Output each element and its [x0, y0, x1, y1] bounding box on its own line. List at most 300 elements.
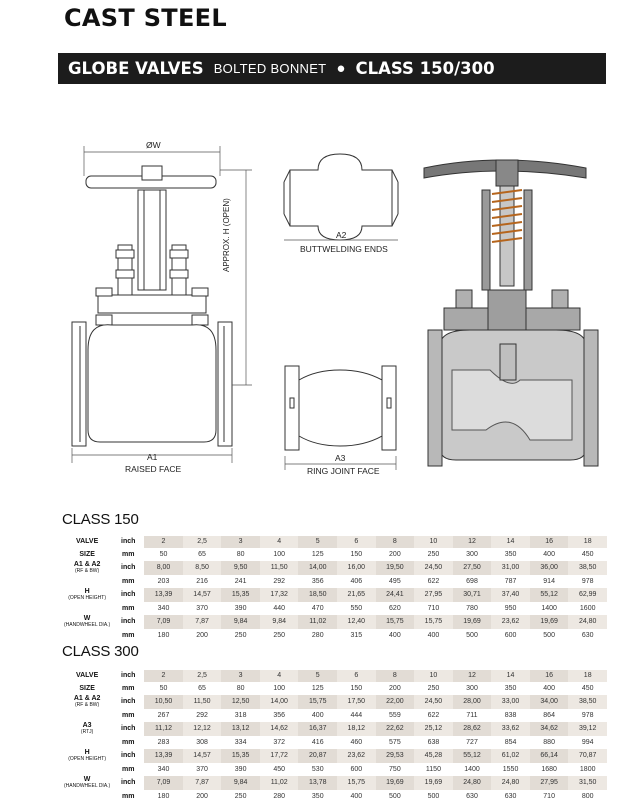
- table-cell: 4: [260, 536, 299, 548]
- table-cell: 600: [491, 629, 530, 641]
- table-cell: 11,02: [260, 775, 299, 790]
- table-cell: 787: [491, 575, 530, 587]
- table-cell: 1680: [530, 763, 569, 775]
- table-cell: 20,87: [298, 748, 337, 763]
- table-cell: 400: [298, 709, 337, 721]
- bullet-icon: ●: [336, 60, 346, 77]
- table-cell: 29,53: [376, 748, 415, 763]
- table-cell: 978: [568, 709, 607, 721]
- table-cell: 19,69: [453, 614, 492, 629]
- table-cell: 216: [183, 575, 222, 587]
- table-cell: 7,87: [183, 775, 222, 790]
- table-cell: 460: [337, 736, 376, 748]
- table-cell: 14,62: [260, 721, 299, 736]
- section-banner: [58, 53, 606, 84]
- table-cell: 400: [337, 790, 376, 802]
- banner-product: GLOBE VALVES: [68, 59, 204, 78]
- table-cell: 16: [530, 670, 569, 682]
- table-row: [62, 548, 607, 560]
- table-cell: 38,50: [568, 560, 607, 575]
- table-cell: 100: [260, 548, 299, 560]
- table-row: [62, 790, 607, 802]
- table-cell: 559: [376, 709, 415, 721]
- row-unit: inch: [112, 560, 144, 575]
- table-cell: 18: [568, 670, 607, 682]
- table-cell: 200: [376, 548, 415, 560]
- table-cell: 4: [260, 670, 299, 682]
- row-unit: mm: [112, 629, 144, 641]
- banner-class: CLASS 150/300: [355, 59, 495, 78]
- buttwelding-label: BUTTWELDING ENDS: [300, 244, 388, 254]
- table-cell: 80: [221, 548, 260, 560]
- table-cell: 250: [414, 548, 453, 560]
- table-cell: 3: [221, 670, 260, 682]
- table-cell: 19,69: [414, 775, 453, 790]
- row-label: [62, 748, 112, 763]
- table-cell: 55,12: [453, 748, 492, 763]
- table-cell: 11,12: [144, 721, 183, 736]
- row-unit: inch: [112, 721, 144, 736]
- table-cell: 622: [414, 575, 453, 587]
- table-cell: 19,50: [376, 560, 415, 575]
- table-cell: 9,84: [221, 614, 260, 629]
- table-cell: 62,99: [568, 587, 607, 602]
- row-label-sub: (HANDWHEEL DIA.): [64, 782, 111, 789]
- row-unit: inch: [112, 775, 144, 790]
- table-cell: 710: [530, 790, 569, 802]
- table-cell: 630: [491, 790, 530, 802]
- table-row: [62, 763, 607, 775]
- table-cell: 21,65: [337, 587, 376, 602]
- table-cell: 318: [221, 709, 260, 721]
- row-label-text: A1 & A2: [73, 694, 101, 702]
- table-cell: 14: [491, 670, 530, 682]
- row-unit: inch: [112, 614, 144, 629]
- table-cell: 400: [414, 629, 453, 641]
- table-cell: 308: [183, 736, 222, 748]
- table-row: [62, 536, 607, 548]
- table-cell: 356: [260, 709, 299, 721]
- table-row: [62, 694, 607, 709]
- table-cell: 300: [453, 682, 492, 694]
- row-label: [62, 670, 112, 682]
- row-unit: mm: [112, 575, 144, 587]
- table-row: [62, 721, 607, 736]
- table-cell: 28,00: [453, 694, 492, 709]
- row-label: [62, 536, 112, 548]
- table-cell: 622: [414, 709, 453, 721]
- table-cell: 2: [144, 536, 183, 548]
- table-cell: 38,50: [568, 694, 607, 709]
- table-cell: 23,62: [491, 614, 530, 629]
- table-cell: 70,87: [568, 748, 607, 763]
- row-label: [62, 694, 112, 709]
- class150-title: CLASS 150: [62, 511, 139, 528]
- table-cell: 33,00: [491, 694, 530, 709]
- table-cell: 15,35: [221, 748, 260, 763]
- row-label-text: SIZE: [79, 684, 95, 692]
- table-cell: 16,37: [298, 721, 337, 736]
- table-cell: 5: [298, 670, 337, 682]
- table-cell: 356: [298, 575, 337, 587]
- table-cell: 7,09: [144, 614, 183, 629]
- table-cell: 854: [491, 736, 530, 748]
- table-cell: 400: [530, 548, 569, 560]
- table-cell: 12,50: [221, 694, 260, 709]
- table-cell: 27,95: [414, 587, 453, 602]
- row-label-sub: (OPEN HEIGHT): [68, 594, 106, 601]
- dim-h-label: APPROX. H (OPEN): [222, 198, 231, 272]
- table-cell: 24,80: [491, 775, 530, 790]
- table-cell: 2,5: [183, 536, 222, 548]
- table-cell: 31,00: [491, 560, 530, 575]
- row-label-text: W: [83, 614, 91, 622]
- table-cell: 710: [414, 602, 453, 614]
- buttwelding-view: [284, 154, 398, 240]
- row-label: [62, 763, 112, 775]
- row-label-sub: (RTJ): [80, 728, 94, 735]
- table-cell: 1400: [530, 602, 569, 614]
- table-row: [62, 748, 607, 763]
- table-cell: 15,35: [221, 587, 260, 602]
- class300-table: [62, 670, 607, 803]
- table-cell: 450: [568, 682, 607, 694]
- table-cell: 22,00: [376, 694, 415, 709]
- table-cell: 24,80: [453, 775, 492, 790]
- table-row: [62, 575, 607, 587]
- row-label-text: W: [83, 775, 91, 783]
- table-cell: 9,50: [221, 560, 260, 575]
- row-label-text: A3: [82, 721, 92, 729]
- table-cell: 66,14: [530, 748, 569, 763]
- row-label: [62, 587, 112, 602]
- table-cell: 2,5: [183, 670, 222, 682]
- cross-section-view: [424, 160, 598, 466]
- row-label: [62, 629, 112, 641]
- table-cell: 15,75: [376, 614, 415, 629]
- row-label: [62, 790, 112, 802]
- table-cell: 24,50: [414, 560, 453, 575]
- table-cell: 390: [221, 602, 260, 614]
- row-unit: inch: [112, 694, 144, 709]
- row-label-text: VALVE: [75, 538, 99, 546]
- table-cell: 450: [260, 763, 299, 775]
- table-cell: 8,00: [144, 560, 183, 575]
- row-label: [62, 614, 112, 629]
- table-cell: 495: [376, 575, 415, 587]
- table-cell: 36,00: [530, 560, 569, 575]
- table-cell: 250: [221, 790, 260, 802]
- table-cell: 450: [568, 548, 607, 560]
- table-row: [62, 587, 607, 602]
- table-cell: 838: [491, 709, 530, 721]
- table-cell: 880: [530, 736, 569, 748]
- table-cell: 12: [453, 536, 492, 548]
- table-cell: 350: [491, 682, 530, 694]
- table-cell: 13,39: [144, 587, 183, 602]
- table-cell: 406: [337, 575, 376, 587]
- table-cell: 550: [337, 602, 376, 614]
- table-cell: 12,40: [337, 614, 376, 629]
- table-cell: 5: [298, 536, 337, 548]
- row-label: [62, 575, 112, 587]
- table-cell: 65: [183, 682, 222, 694]
- table-cell: 250: [221, 629, 260, 641]
- table-cell: 200: [183, 790, 222, 802]
- table-cell: 8,50: [183, 560, 222, 575]
- front-view-outline: [72, 166, 232, 446]
- valve-drawing: [0, 130, 640, 500]
- table-cell: 37,40: [491, 587, 530, 602]
- class150-table: [62, 536, 607, 642]
- table-cell: 15,75: [298, 694, 337, 709]
- table-cell: 8: [376, 670, 415, 682]
- row-label: [62, 709, 112, 721]
- row-label-sub: (OPEN HEIGHT): [68, 755, 106, 762]
- table-cell: 750: [376, 763, 415, 775]
- row-unit: inch: [112, 748, 144, 763]
- table-cell: 250: [260, 629, 299, 641]
- table-cell: 61,02: [491, 748, 530, 763]
- row-label: [62, 548, 112, 560]
- table-cell: 22,62: [376, 721, 415, 736]
- table-cell: 416: [298, 736, 337, 748]
- table-cell: 241: [221, 575, 260, 587]
- table-cell: 10: [414, 536, 453, 548]
- table-cell: 630: [568, 629, 607, 641]
- table-cell: 31,50: [568, 775, 607, 790]
- table-cell: 17,72: [260, 748, 299, 763]
- table-cell: 125: [298, 548, 337, 560]
- raised-face-label: RAISED FACE: [125, 464, 182, 474]
- table-cell: 19,69: [530, 614, 569, 629]
- table-cell: 15,75: [414, 614, 453, 629]
- row-label-sub: (RF & BW): [75, 567, 100, 574]
- a3-label: A3: [335, 453, 346, 463]
- table-cell: 800: [568, 790, 607, 802]
- table-cell: 1600: [568, 602, 607, 614]
- table-cell: 1800: [568, 763, 607, 775]
- table-cell: 2: [144, 670, 183, 682]
- table-cell: 12: [453, 670, 492, 682]
- table-cell: 180: [144, 790, 183, 802]
- table-cell: 3: [221, 536, 260, 548]
- table-cell: 350: [491, 548, 530, 560]
- row-label-text: VALVE: [75, 672, 99, 680]
- table-cell: 914: [530, 575, 569, 587]
- table-cell: 727: [453, 736, 492, 748]
- table-cell: 8: [376, 536, 415, 548]
- table-cell: 340: [144, 763, 183, 775]
- row-label: [62, 736, 112, 748]
- table-cell: 14,00: [298, 560, 337, 575]
- table-cell: 6: [337, 670, 376, 682]
- table-cell: 978: [568, 575, 607, 587]
- row-unit: mm: [112, 736, 144, 748]
- row-label-sub: (HANDWHEEL DIA.): [64, 621, 111, 628]
- a2-label: A2: [336, 230, 347, 240]
- table-cell: 200: [376, 682, 415, 694]
- table-cell: 620: [376, 602, 415, 614]
- table-cell: 1550: [491, 763, 530, 775]
- table-cell: 283: [144, 736, 183, 748]
- table-cell: 50: [144, 548, 183, 560]
- table-cell: 1400: [453, 763, 492, 775]
- table-cell: 575: [376, 736, 415, 748]
- row-label-sub: (RF & BW): [75, 701, 100, 708]
- table-cell: 180: [144, 629, 183, 641]
- table-cell: 400: [376, 629, 415, 641]
- table-cell: 18: [568, 536, 607, 548]
- table-cell: 150: [337, 548, 376, 560]
- table-cell: 28,62: [453, 721, 492, 736]
- table-cell: 292: [260, 575, 299, 587]
- table-cell: 500: [530, 629, 569, 641]
- table-cell: 11,02: [298, 614, 337, 629]
- table-cell: 315: [337, 629, 376, 641]
- table-row: [62, 682, 607, 694]
- table-cell: 530: [298, 763, 337, 775]
- table-cell: 200: [183, 629, 222, 641]
- table-cell: 372: [260, 736, 299, 748]
- table-cell: 14,57: [183, 748, 222, 763]
- table-cell: 440: [260, 602, 299, 614]
- class300-title: CLASS 300: [62, 643, 139, 660]
- row-unit: inch: [112, 536, 144, 548]
- row-label-text: SIZE: [79, 550, 95, 558]
- table-row: [62, 629, 607, 641]
- table-cell: 500: [453, 629, 492, 641]
- table-cell: 267: [144, 709, 183, 721]
- table-cell: 300: [453, 548, 492, 560]
- table-cell: 638: [414, 736, 453, 748]
- table-cell: 9,84: [260, 614, 299, 629]
- table-cell: 34,00: [530, 694, 569, 709]
- table-cell: 350: [298, 790, 337, 802]
- table-cell: 711: [453, 709, 492, 721]
- table-cell: 340: [144, 602, 183, 614]
- table-cell: 698: [453, 575, 492, 587]
- row-label: [62, 721, 112, 736]
- table-row: [62, 736, 607, 748]
- row-label: [62, 602, 112, 614]
- table-cell: 203: [144, 575, 183, 587]
- table-cell: 17,50: [337, 694, 376, 709]
- a1-label: A1: [147, 452, 158, 462]
- table-row: [62, 560, 607, 575]
- table-cell: 11,50: [183, 694, 222, 709]
- table-cell: 630: [453, 790, 492, 802]
- table-row: [62, 614, 607, 629]
- table-cell: 27,50: [453, 560, 492, 575]
- table-cell: 13,12: [221, 721, 260, 736]
- table-cell: 7,87: [183, 614, 222, 629]
- table-cell: 80: [221, 682, 260, 694]
- table-cell: 55,12: [530, 587, 569, 602]
- table-cell: 370: [183, 602, 222, 614]
- valve-drawing-svg: [0, 130, 640, 500]
- table-row: [62, 775, 607, 790]
- table-cell: 65: [183, 548, 222, 560]
- table-cell: 150: [337, 682, 376, 694]
- table-row: [62, 670, 607, 682]
- table-cell: 18,50: [298, 587, 337, 602]
- table-cell: 292: [183, 709, 222, 721]
- row-unit: inch: [112, 670, 144, 682]
- table-cell: 1150: [414, 763, 453, 775]
- table-cell: 10: [414, 670, 453, 682]
- row-label: [62, 775, 112, 790]
- row-unit: mm: [112, 682, 144, 694]
- table-cell: 14: [491, 536, 530, 548]
- ring-joint-label: RING JOINT FACE: [307, 466, 380, 476]
- row-label: [62, 560, 112, 575]
- table-cell: 390: [221, 763, 260, 775]
- table-row: [62, 602, 607, 614]
- table-cell: 33,62: [491, 721, 530, 736]
- table-cell: 864: [530, 709, 569, 721]
- row-label-text: H: [84, 587, 90, 595]
- table-cell: 100: [260, 682, 299, 694]
- table-cell: 27,95: [530, 775, 569, 790]
- table-cell: 14,57: [183, 587, 222, 602]
- table-cell: 24,80: [568, 614, 607, 629]
- table-cell: 24,50: [414, 694, 453, 709]
- table-cell: 370: [183, 763, 222, 775]
- dim-w-label: ØW: [146, 140, 161, 150]
- table-cell: 6: [337, 536, 376, 548]
- row-label-text: H: [84, 748, 90, 756]
- row-unit: mm: [112, 548, 144, 560]
- table-cell: 39,12: [568, 721, 607, 736]
- table-cell: 13,39: [144, 748, 183, 763]
- table-cell: 15,75: [337, 775, 376, 790]
- table-cell: 334: [221, 736, 260, 748]
- table-cell: 400: [530, 682, 569, 694]
- row-label-text: A1 & A2: [73, 560, 101, 568]
- table-cell: 470: [298, 602, 337, 614]
- row-unit: mm: [112, 763, 144, 775]
- table-cell: 10,50: [144, 694, 183, 709]
- table-cell: 600: [337, 763, 376, 775]
- table-cell: 18,12: [337, 721, 376, 736]
- table-cell: 950: [491, 602, 530, 614]
- table-cell: 500: [414, 790, 453, 802]
- table-cell: 30,71: [453, 587, 492, 602]
- page-title: CAST STEEL: [64, 4, 227, 32]
- table-cell: 23,62: [337, 748, 376, 763]
- table-cell: 19,69: [376, 775, 415, 790]
- row-unit: mm: [112, 709, 144, 721]
- table-cell: 11,50: [260, 560, 299, 575]
- table-cell: 9,84: [221, 775, 260, 790]
- table-cell: 16,00: [337, 560, 376, 575]
- row-label: [62, 682, 112, 694]
- table-cell: 994: [568, 736, 607, 748]
- table-cell: 250: [414, 682, 453, 694]
- table-cell: 17,32: [260, 587, 299, 602]
- table-cell: 50: [144, 682, 183, 694]
- table-cell: 7,09: [144, 775, 183, 790]
- table-cell: 14,00: [260, 694, 299, 709]
- table-cell: 13,78: [298, 775, 337, 790]
- table-row: [62, 709, 607, 721]
- table-cell: 444: [337, 709, 376, 721]
- row-unit: mm: [112, 790, 144, 802]
- table-cell: 24,41: [376, 587, 415, 602]
- table-cell: 25,12: [414, 721, 453, 736]
- table-cell: 280: [260, 790, 299, 802]
